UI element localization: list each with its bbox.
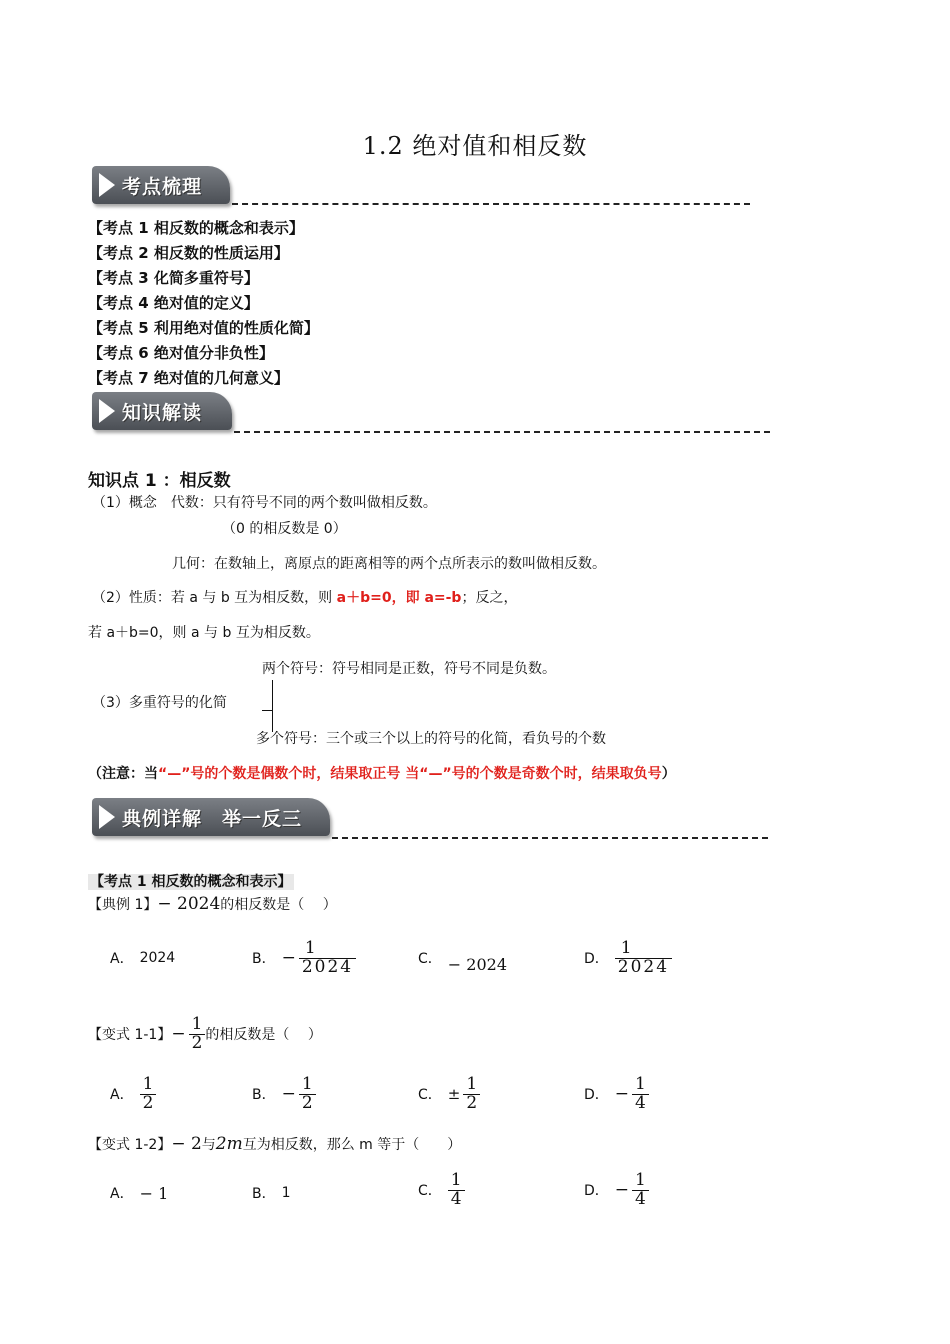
property-highlight: a＋b=0，即 a=-b xyxy=(336,590,462,606)
v11-option-d[interactable]: D． − $\frac{1}{4}$ xyxy=(584,1076,649,1113)
toc-item[interactable]: 【考点 3 化简多重符号】 xyxy=(88,269,259,287)
fraction: $\frac{1}{2024}$ xyxy=(615,940,672,977)
ex1-option-c[interactable]: C． − 2024 xyxy=(418,951,507,974)
multi-sign-label: （3）多重符号的化简 xyxy=(92,695,227,711)
toc-item[interactable]: 【考点 5 利用绝对值的性质化简】 xyxy=(88,319,319,337)
brace-tick xyxy=(262,710,272,711)
play-triangle-icon xyxy=(99,805,115,829)
section-tag xyxy=(88,871,294,891)
stem-text: 的相反数是（ ） xyxy=(220,897,337,913)
many-signs-line: 多个符号：三个或三个以上的符号的化简，看负号的个数 xyxy=(256,731,606,747)
geometry-line: 几何：在数轴上，离原点的距离相等的两个点所表示的数叫做相反数。 xyxy=(172,556,606,572)
brace-line xyxy=(272,680,273,732)
fraction: $\frac{1}{4}$ xyxy=(632,1076,649,1113)
banner-label: 考点梳理 xyxy=(122,176,203,198)
property-line xyxy=(92,587,517,607)
fraction: $\frac{1}{4}$ xyxy=(632,1172,649,1209)
dashed-divider xyxy=(232,203,750,205)
v11-option-b[interactable]: B． − $\frac{1}{2}$ xyxy=(252,1076,316,1113)
fraction: $\frac{1}{2}$ xyxy=(140,1076,157,1113)
play-triangle-icon xyxy=(99,399,115,423)
banner-dianli xyxy=(92,798,332,836)
property-line-2: 若 a＋b=0，则 a 与 b 互为相反数。 xyxy=(88,625,320,641)
concept-line: （1）概念 代数：只有符号不同的两个数叫做相反数。 xyxy=(92,495,437,511)
note-line xyxy=(88,763,676,783)
ex1-option-b[interactable]: B． − $\frac{1}{2024}$ xyxy=(252,940,356,977)
fraction: $\frac{1}{2}$ xyxy=(463,1076,480,1113)
stem-text: 的相反数是（ ） xyxy=(205,1027,322,1044)
variation-label: 【变式 1-2】 xyxy=(88,1137,172,1153)
variation-label: 【变式 1-1】 xyxy=(88,1027,172,1044)
dashed-divider xyxy=(332,837,768,839)
toc-item[interactable]: 【考点 7 绝对值的几何意义】 xyxy=(88,369,289,387)
example-label: 【典例 1】 xyxy=(88,897,158,913)
banner-label: 知识解读 xyxy=(122,402,203,424)
toc-item[interactable]: 【考点 6 绝对值分非负性】 xyxy=(88,344,274,362)
variation-1-2-stem: 【变式 1-2】− 2与2m互为相反数，那么 m 等于（ ） xyxy=(88,1134,462,1154)
section-tag-label: 【考点 1 相反数的概念和表示】 xyxy=(90,874,292,890)
v12-option-b[interactable]: B． 1 xyxy=(252,1185,291,1202)
v11-option-c[interactable]: C． ± $\frac{1}{2}$ xyxy=(418,1076,480,1113)
play-triangle-icon xyxy=(99,173,115,197)
fraction: $\frac{1}{2}$ xyxy=(299,1076,316,1113)
ex1-option-a[interactable]: A． 2024 xyxy=(110,950,176,967)
example-1-stem xyxy=(88,894,337,914)
note-highlight: “—”号的个数是偶数个时，结果取正号 当“—”号的个数是奇数个时，结果取负号 xyxy=(158,766,662,782)
dashed-divider xyxy=(234,431,770,433)
banner-zhishi xyxy=(92,392,234,430)
variation-1-1-stem: 【变式 1-1】 − $\frac{1}{2}$ 的相反数是（ ） xyxy=(88,1014,322,1053)
zero-note: （0 的相反数是 0） xyxy=(222,521,347,537)
fraction: $\frac{1}{4}$ xyxy=(448,1172,465,1209)
property-prefix: （2）性质：若 a 与 b 互为相反数，则 xyxy=(92,590,337,606)
banner-kaodian xyxy=(92,166,232,204)
knowledge-heading: 知识点 1 ：相反数 xyxy=(88,471,231,491)
ex1-option-d[interactable]: D． $\frac{1}{2024}$ xyxy=(584,940,672,977)
fraction: $\frac{1}{2}$ xyxy=(189,1016,206,1053)
page-title: 1.2 绝对值和相反数 xyxy=(362,132,588,160)
note-suffix: ） xyxy=(661,766,676,782)
property-suffix: ；反之， xyxy=(461,590,518,606)
banner-label: 典例详解 举一反三 xyxy=(122,808,303,830)
toc-item[interactable]: 【考点 1 相反数的概念和表示】 xyxy=(88,219,304,237)
v11-option-a[interactable]: A． $\frac{1}{2}$ xyxy=(110,1076,156,1113)
toc-list xyxy=(88,216,319,391)
v12-option-a[interactable]: A． − 1 xyxy=(110,1183,169,1203)
two-signs-line: 两个符号：符号相同是正数，符号不同是负数。 xyxy=(262,661,556,677)
stem-number: − 2024 xyxy=(157,894,221,914)
toc-item[interactable]: 【考点 2 相反数的性质运用】 xyxy=(88,244,289,262)
v12-option-c[interactable]: C． $\frac{1}{4}$ xyxy=(418,1172,465,1209)
v12-option-d[interactable]: D． − $\frac{1}{4}$ xyxy=(584,1172,649,1209)
toc-item[interactable]: 【考点 4 绝对值的定义】 xyxy=(88,294,259,312)
note-prefix: （注意：当 xyxy=(88,766,158,782)
fraction: $\frac{1}{2024}$ xyxy=(299,940,356,977)
